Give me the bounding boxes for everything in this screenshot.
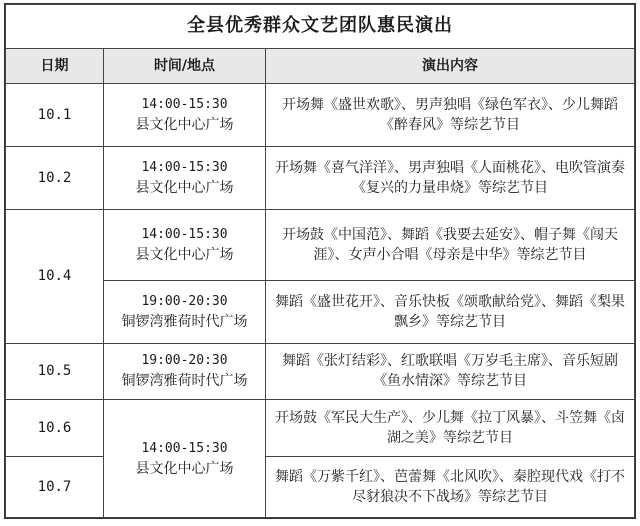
content-cell: 舞蹈《张灯结彩》、红歌联唱《万岁毛主席》、音乐短剧《鱼水情深》等综艺节目 — [266, 343, 635, 400]
time-text: 19:00-20:30 — [141, 293, 228, 309]
content-cell: 开场舞《盛世欢歌》、男声独唱《绿色军衣》、少儿舞蹈《醉春风》等综艺节目 — [266, 84, 635, 147]
place-text: 铜锣湾雅荷时代广场 — [121, 313, 248, 330]
date-cell: 10.1 — [6, 84, 104, 147]
time-place-cell — [104, 343, 266, 400]
table-row — [6, 209, 635, 280]
table-row — [6, 400, 635, 457]
header-date: 日期 — [6, 48, 104, 83]
time-text: 14:00-15:30 — [141, 159, 228, 175]
content-cell: 舞蹈《万紫千红》、芭蕾舞《北风吹》、秦腔现代戏《打不尽豺狼决不下战场》等综艺节目 — [266, 457, 635, 518]
content-cell: 舞蹈《盛世花开》、音乐快板《颂歌献给党》、舞蹈《梨果飘乡》等综艺节目 — [266, 280, 635, 343]
table-row — [6, 84, 635, 147]
content-cell: 开场鼓《中国范》、舞蹈《我要去延安》、帽子舞《闯天涯》、女声小合唱《母亲是中华》等综艺节目 — [266, 209, 635, 280]
time-text: 14:00-15:30 — [141, 226, 228, 242]
date-cell: 10.5 — [6, 343, 104, 400]
date-cell: 10.4 — [6, 209, 104, 343]
date-cell: 10.2 — [6, 146, 104, 209]
time-place-cell — [104, 280, 266, 343]
place-text: 县文化中心广场 — [135, 179, 234, 196]
table-row — [6, 457, 635, 518]
time-text: 14:00-15:30 — [141, 440, 228, 456]
place-text: 县文化中心广场 — [135, 116, 234, 133]
content-cell: 开场舞《喜气洋洋》、男声独唱《人面桃花》、电吹管演奏《复兴的力量串烧》等综艺节目 — [266, 146, 635, 209]
time-place-cell — [104, 146, 266, 209]
header-time-place: 时间/地点 — [104, 48, 266, 83]
content-cell: 开场鼓《军民大生产》、少儿舞《拉丁风暴》、斗笠舞《卤湖之美》等综艺节目 — [266, 400, 635, 457]
table-row — [6, 146, 635, 209]
time-text: 14:00-15:30 — [141, 96, 228, 112]
schedule-table-frame — [4, 3, 636, 519]
table-title: 全县优秀群众文艺团队惠民演出 — [6, 5, 635, 49]
table-row — [6, 343, 635, 400]
time-place-cell — [104, 209, 266, 280]
header-content: 演出内容 — [266, 48, 635, 83]
time-text: 19:00-20:30 — [141, 353, 228, 369]
performance-schedule-table — [5, 4, 635, 518]
date-cell: 10.6 — [6, 400, 104, 457]
date-cell: 10.7 — [6, 457, 104, 518]
time-place-cell — [104, 84, 266, 147]
time-place-cell — [104, 400, 266, 518]
header-row — [6, 48, 635, 83]
place-text: 铜锣湾雅荷时代广场 — [121, 373, 248, 390]
place-text: 县文化中心广场 — [135, 246, 234, 263]
place-text: 县文化中心广场 — [135, 460, 234, 477]
title-row — [6, 5, 635, 49]
